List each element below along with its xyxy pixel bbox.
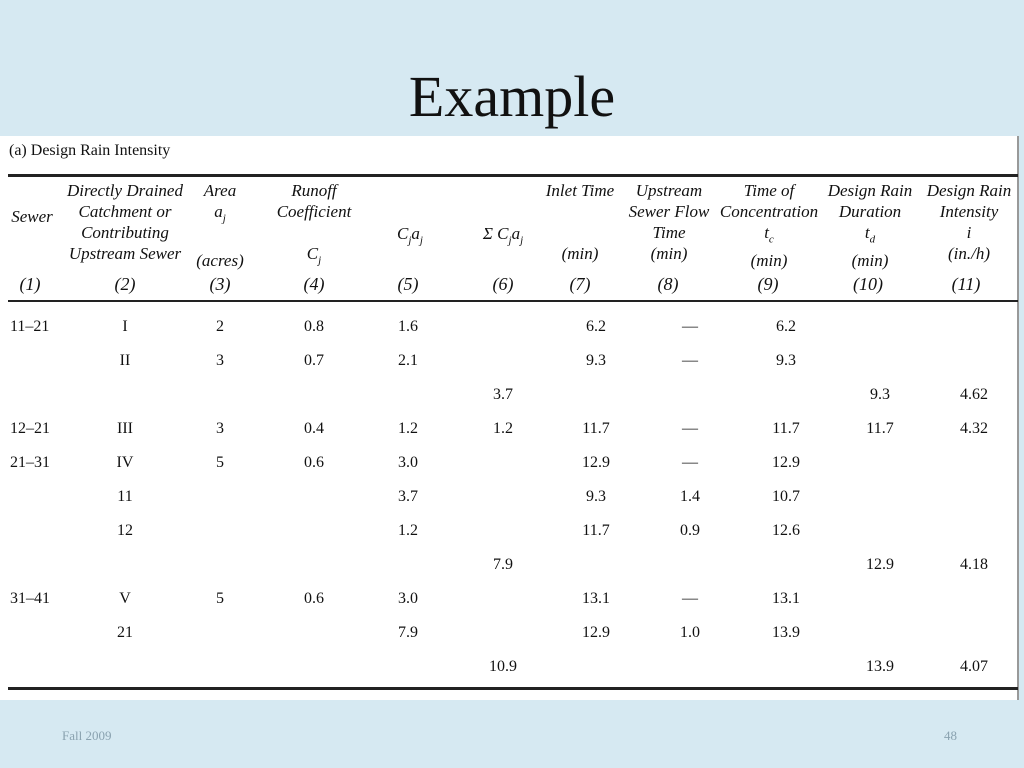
header-catchment: Directly Drained Catchment or Contributing Upstream Sewer: [67, 181, 183, 263]
table-cell-inlet: 12.9: [582, 454, 610, 471]
table-image-panel: [0, 136, 1019, 700]
column-number: (7): [569, 274, 591, 294]
table-cell-cjaj: 3.7: [398, 488, 418, 505]
header-sewer: Sewer: [11, 207, 53, 226]
table-cell-runoff: 0.7: [304, 352, 324, 369]
header-inlet-time: Inlet Time (min): [545, 181, 615, 263]
table-cell-area: 5: [216, 590, 224, 607]
table-cell-toc: 12.9: [772, 454, 800, 471]
header-time-of-concentration: Time of Concentration $t_c$ (min): [719, 181, 819, 271]
table-cell-catchment: II: [119, 352, 131, 369]
table-cell-toc: 12.6: [772, 522, 800, 539]
table-cell-cjaj: 3.0: [398, 454, 418, 471]
table-cell-inlet: 6.2: [586, 318, 606, 335]
table-cell-toc: 13.1: [772, 590, 800, 607]
table-cell-catchment: I: [122, 318, 128, 335]
table-cell-runoff: 0.6: [304, 590, 324, 607]
table-cell-sum: 7.9: [493, 556, 513, 573]
table-cell-sewer: 12–21: [10, 420, 50, 437]
table-cell-cjaj: 7.9: [398, 624, 418, 641]
header-rule: [8, 300, 1018, 302]
column-number: (5): [397, 274, 419, 294]
column-number: (8): [657, 274, 679, 294]
table-cell-upstream: —: [682, 352, 698, 369]
table-cell-catchment: III: [117, 420, 133, 437]
table-cell-upstream: 1.4: [680, 488, 700, 505]
table-cell-intensity: 4.07: [960, 658, 988, 675]
table-cell-upstream: —: [682, 420, 698, 437]
table-cell-cjaj: 1.2: [398, 522, 418, 539]
column-number: (6): [492, 274, 514, 294]
table-cell-sewer: 11–21: [10, 318, 50, 335]
table-cell-duration: 13.9: [866, 658, 894, 675]
page-number: 48: [944, 728, 957, 743]
header-design-rain-duration: Design Rain Duration $t_d$ (min): [827, 181, 913, 271]
table-cell-sum: 1.2: [493, 420, 513, 437]
table-cell-runoff: 0.4: [304, 420, 324, 437]
table-cell-intensity: 4.62: [960, 386, 988, 403]
table-cell-upstream: 1.0: [680, 624, 700, 641]
bottom-rule: [8, 687, 1018, 690]
table-cell-cjaj: 2.1: [398, 352, 418, 369]
header-design-rain-intensity: Design Rain Intensity i (in./h): [926, 181, 1012, 263]
column-number: (2): [114, 274, 136, 294]
header-upstream-flow-time: Upstream Sewer Flow Time (min): [628, 181, 710, 263]
table-cell-catchment: 21: [117, 624, 133, 641]
table-cell-area: 2: [216, 318, 224, 335]
table-cell-sewer: 21–31: [10, 454, 50, 471]
table-cell-duration: 11.7: [866, 420, 894, 437]
table-cell-toc: 10.7: [772, 488, 800, 505]
table-cell-cjaj: 3.0: [398, 590, 418, 607]
slide-title: Example: [408, 64, 616, 129]
table-cell-catchment: 11: [117, 488, 133, 505]
table-cell-inlet: 9.3: [586, 352, 606, 369]
footer-date: Fall 2009: [62, 728, 112, 743]
table-cell-catchment: V: [119, 590, 131, 607]
column-number: (1): [19, 274, 41, 294]
table-cell-duration: 9.3: [870, 386, 890, 403]
table-cell-toc: 9.3: [776, 352, 796, 369]
column-number: (3): [209, 274, 231, 294]
table-cell-catchment: IV: [116, 454, 134, 471]
top-rule: [8, 174, 1018, 177]
table-cell-duration: 12.9: [866, 556, 894, 573]
header-sum-cjaj: Σ $C_ja_j$: [482, 224, 524, 247]
table-cell-inlet: 13.1: [582, 590, 610, 607]
column-number: (9): [757, 274, 779, 294]
table-cell-upstream: —: [682, 590, 698, 607]
table-cell-area: 3: [216, 420, 224, 437]
table-cell-runoff: 0.6: [304, 454, 324, 471]
table-cell-inlet: 11.7: [582, 522, 610, 539]
table-cell-runoff: 0.8: [304, 318, 324, 335]
table-cell-inlet: 12.9: [582, 624, 610, 641]
table-cell-toc: 13.9: [772, 624, 800, 641]
table-cell-cjaj: 1.2: [398, 420, 418, 437]
column-number: (4): [303, 274, 325, 294]
table-cell-toc: 6.2: [776, 318, 796, 335]
table-cell-inlet: 11.7: [582, 420, 610, 437]
table-caption: (a) Design Rain Intensity: [9, 142, 171, 159]
table-cell-upstream: —: [682, 454, 698, 471]
table-cell-toc: 11.7: [772, 420, 800, 437]
table-cell-upstream: —: [682, 318, 698, 335]
header-area: Area $a_j$ (acres): [196, 181, 244, 271]
table-cell-catchment: 12: [117, 522, 133, 539]
table-cell-sewer: 31–41: [10, 590, 50, 607]
column-number: (10): [853, 274, 883, 294]
table-cell-sum: 3.7: [493, 386, 513, 403]
table-cell-intensity: 4.18: [960, 556, 988, 573]
table-cell-area: 3: [216, 352, 224, 369]
header-cjaj: $C_ja_j$: [397, 224, 423, 247]
table-cell-intensity: 4.32: [960, 420, 988, 437]
table-cell-area: 5: [216, 454, 224, 471]
table-cell-cjaj: 1.6: [398, 318, 418, 335]
header-runoff: Runoff Coefficient $C_j$: [276, 181, 352, 267]
table-cell-sum: 10.9: [489, 658, 517, 675]
column-number: (11): [951, 274, 981, 294]
table-cell-upstream: 0.9: [680, 522, 700, 539]
table-cell-inlet: 9.3: [586, 488, 606, 505]
